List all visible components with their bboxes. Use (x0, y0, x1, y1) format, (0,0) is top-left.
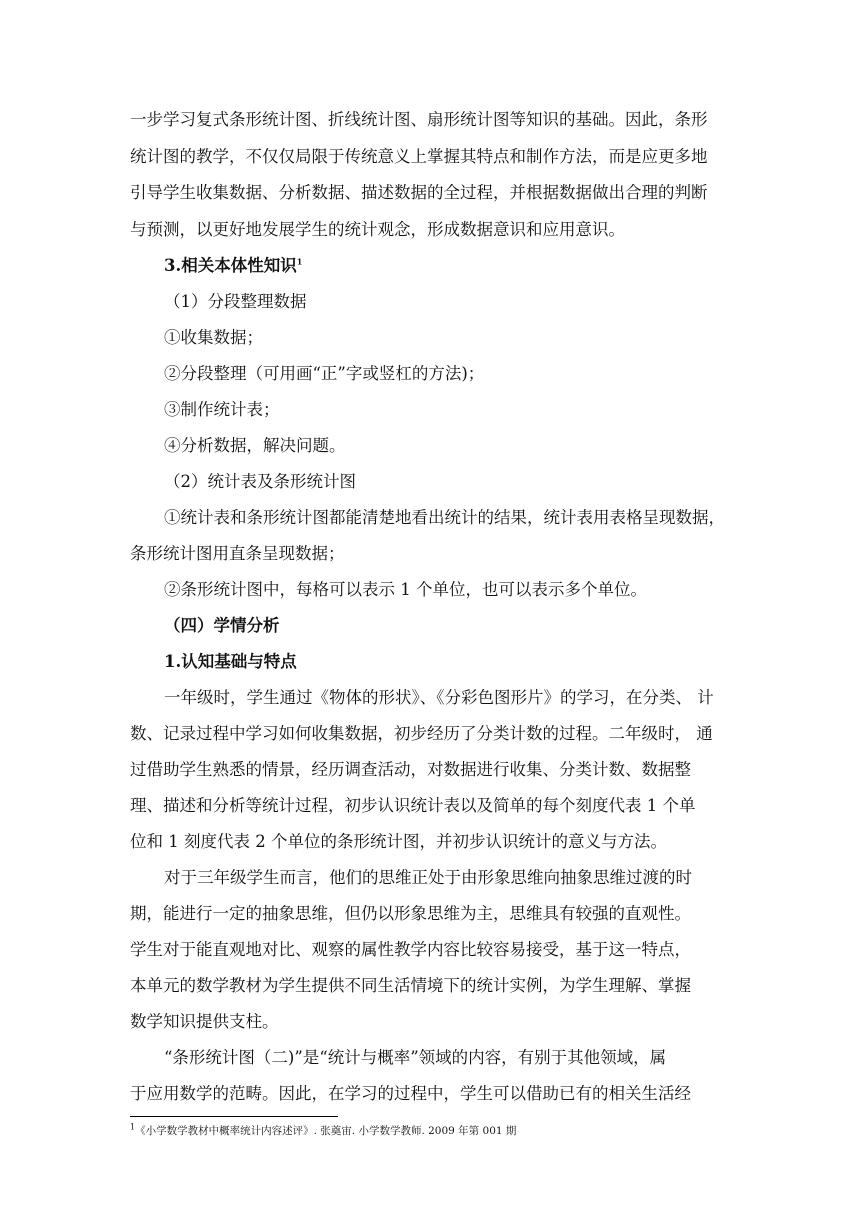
heading-cognitive-basis: 1.认知基础与特点 (164, 652, 297, 671)
para1-line: 统计图的教学，不仅仅局限于传统意义上掌握其特点和制作方法，而是应更多地 (130, 147, 708, 166)
subsection-title: （1）分段整理数据 (164, 292, 307, 311)
list-item-continuation: 条形统计图用直条呈现数据； (130, 544, 345, 563)
heading-related-knowledge (164, 256, 742, 276)
para1-line: 引导学生收集数据、分析数据、描述数据的全过程，并根据数据做出合理的判断 (130, 183, 708, 202)
heading-text: 3.相关本体性知识 (164, 256, 297, 275)
list-item: ②条形统计图中，每格可以表示 1 个单位，也可以表示多个单位。 (164, 580, 647, 599)
para2-line: 理、描述和分析等统计过程，初步认识统计表以及简单的每个刻度代表 1 个单 (130, 796, 696, 815)
para4-line: “条形统计图（二)”是“统计与概率”领域的内容，有别于其他领域，属 (164, 1048, 667, 1067)
list-item: ④分析数据，解决问题。 (164, 436, 346, 455)
footnote (130, 1124, 516, 1138)
section-title-learning-analysis: （四）学情分析 (164, 616, 280, 635)
list-item: ①收集数据； (164, 328, 263, 347)
para3-line: 数学知识提供支柱。 (130, 1012, 279, 1031)
para4-line: 于应用数学的范畴。因此，在学习的过程中，学生可以借助已有的相关生活经 (130, 1084, 691, 1103)
footnote-separator (130, 1116, 338, 1117)
para3-line: 学生对于能直观地对比、观察的属性教学内容比较容易接受，基于这一特点， (130, 940, 691, 959)
para2-line: 位和 1 刻度代表 2 个单位的条形统计图，并初步认识统计的意义与方法。 (130, 832, 667, 851)
footnote-text: 《小学数学教材中概率统计内容述评》. 张奠宙. 小学数学教师. 2009 年第 001 期 (135, 1125, 517, 1137)
list-item: ②分段整理（可用画“正”字或竖杠的方法)； (164, 364, 485, 383)
list-item: ③制作统计表； (164, 400, 280, 419)
subsection-title: （2）统计表及条形统计图 (164, 472, 356, 491)
para1-line: 与预测，以更好地发展学生的统计观念，形成数据意识和应用意识。 (130, 220, 625, 239)
footnote-marker: 1 (130, 1122, 136, 1132)
para3-line: 期，能进行一定的抽象思维，但仍以形象思维为主，思维具有较强的直观性。 (130, 904, 691, 923)
para3-line: 本单元的数学教材为学生提供不同生活情境下的统计实例，为学生理解、掌握 (130, 976, 691, 995)
para1-line: 一步学习复式条形统计图、折线统计图、扇形统计图等知识的基础。因此，条形 (130, 110, 708, 129)
footnote-ref: 1 (296, 256, 303, 267)
para2-line: 一年级时，学生通过《物体的形状》、《分彩色图形片》的学习，在分类、 计 (164, 688, 714, 707)
para2-line: 过借助学生熟悉的情景，经历调查活动，对数据进行收集、分类计数、数据整 (130, 760, 691, 779)
list-item: ①统计表和条形统计图都能清楚地看出统计的结果，统计表用表格呈现数据， (164, 508, 725, 527)
para3-line: 对于三年级学生而言，他们的思维正处于由形象思维向抽象思维过渡的时 (164, 868, 692, 887)
para2-line: 数、记录过程中学习如何收集数据，初步经历了分类计数的过程。二年级时， 通 (130, 724, 713, 743)
